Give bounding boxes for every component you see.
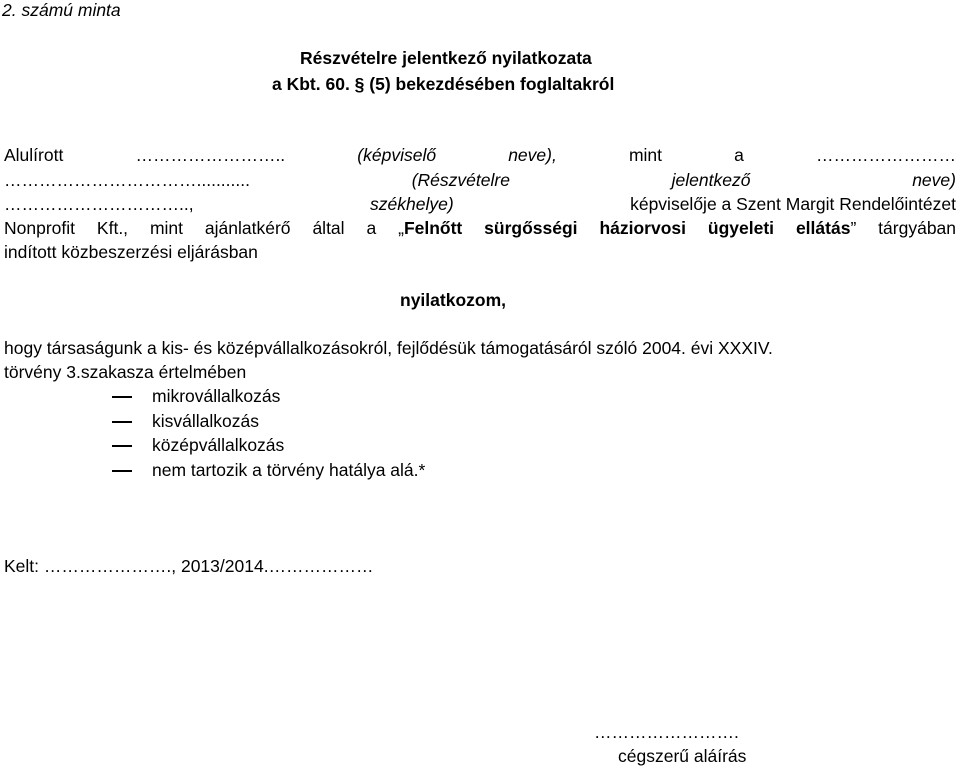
- declaration-heading: nyilatkozom,: [400, 290, 506, 310]
- intro-word: jelentkező: [671, 170, 751, 190]
- procurement-subject: Felnőtt sürgősségi háziorvosi ügyeleti ellátás: [403, 218, 851, 238]
- law-line-1: hogy társaságunk a kis- és középvállalkozásokról, fejlődésük támogatásáról szóló 2004. évi XXXIV.: [4, 338, 773, 358]
- representative-name-blank: ……………………..: [135, 145, 286, 165]
- intro-word: székhelye): [370, 194, 454, 214]
- intro-word: a: [734, 145, 744, 165]
- sample-label: 2. számú minta: [2, 0, 121, 20]
- intro-word: képviselője a Szent Margit Rendelőintézet: [630, 194, 956, 214]
- intro-line-5: indított közbeszerzési eljárásban: [4, 242, 258, 262]
- seat-blank: …………………………..,: [4, 194, 194, 214]
- option-dash: [112, 445, 132, 447]
- option-dash: [112, 421, 132, 423]
- applicant-name-blank: ……………………………...........: [4, 170, 250, 190]
- option-dash: [112, 396, 132, 398]
- option-not-applicable: nem tartozik a törvény hatálya alá.*: [152, 460, 426, 480]
- document-title-line2: a Kbt. 60. § (5) bekezdésében foglaltakról: [272, 74, 615, 94]
- law-line-2: törvény 3.szakasza értelmében: [4, 362, 247, 382]
- option-dash: [112, 470, 132, 472]
- intro-word: neve),: [508, 145, 557, 165]
- option-medium: középvállalkozás: [152, 435, 285, 455]
- intro-text: ” tárgyában: [850, 218, 957, 238]
- applicant-blank: ……………………: [815, 145, 956, 165]
- intro-text: Nonprofit Kft., mint ajánlatkérő által a „: [4, 218, 404, 238]
- intro-line-1: [4, 145, 956, 166]
- signature-label: cégszerű aláírás: [618, 746, 747, 766]
- intro-word: (képviselő: [357, 145, 437, 165]
- date-line: Kelt: …………………., 2013/2014.………………: [4, 556, 374, 576]
- signature-dots: …………………….: [594, 722, 739, 742]
- intro-word: (Részvételre: [411, 170, 510, 190]
- option-small: kisvállalkozás: [152, 411, 259, 431]
- intro-word: Alulírott: [4, 145, 64, 165]
- intro-word: mint: [628, 145, 662, 165]
- intro-line-4: [4, 218, 956, 239]
- option-micro: mikrovállalkozás: [152, 386, 281, 406]
- document-title-line1: Részvételre jelentkező nyilatkozata: [300, 48, 592, 68]
- intro-line-3: [4, 194, 956, 215]
- intro-word: neve): [912, 170, 956, 190]
- intro-line-2: [4, 170, 956, 191]
